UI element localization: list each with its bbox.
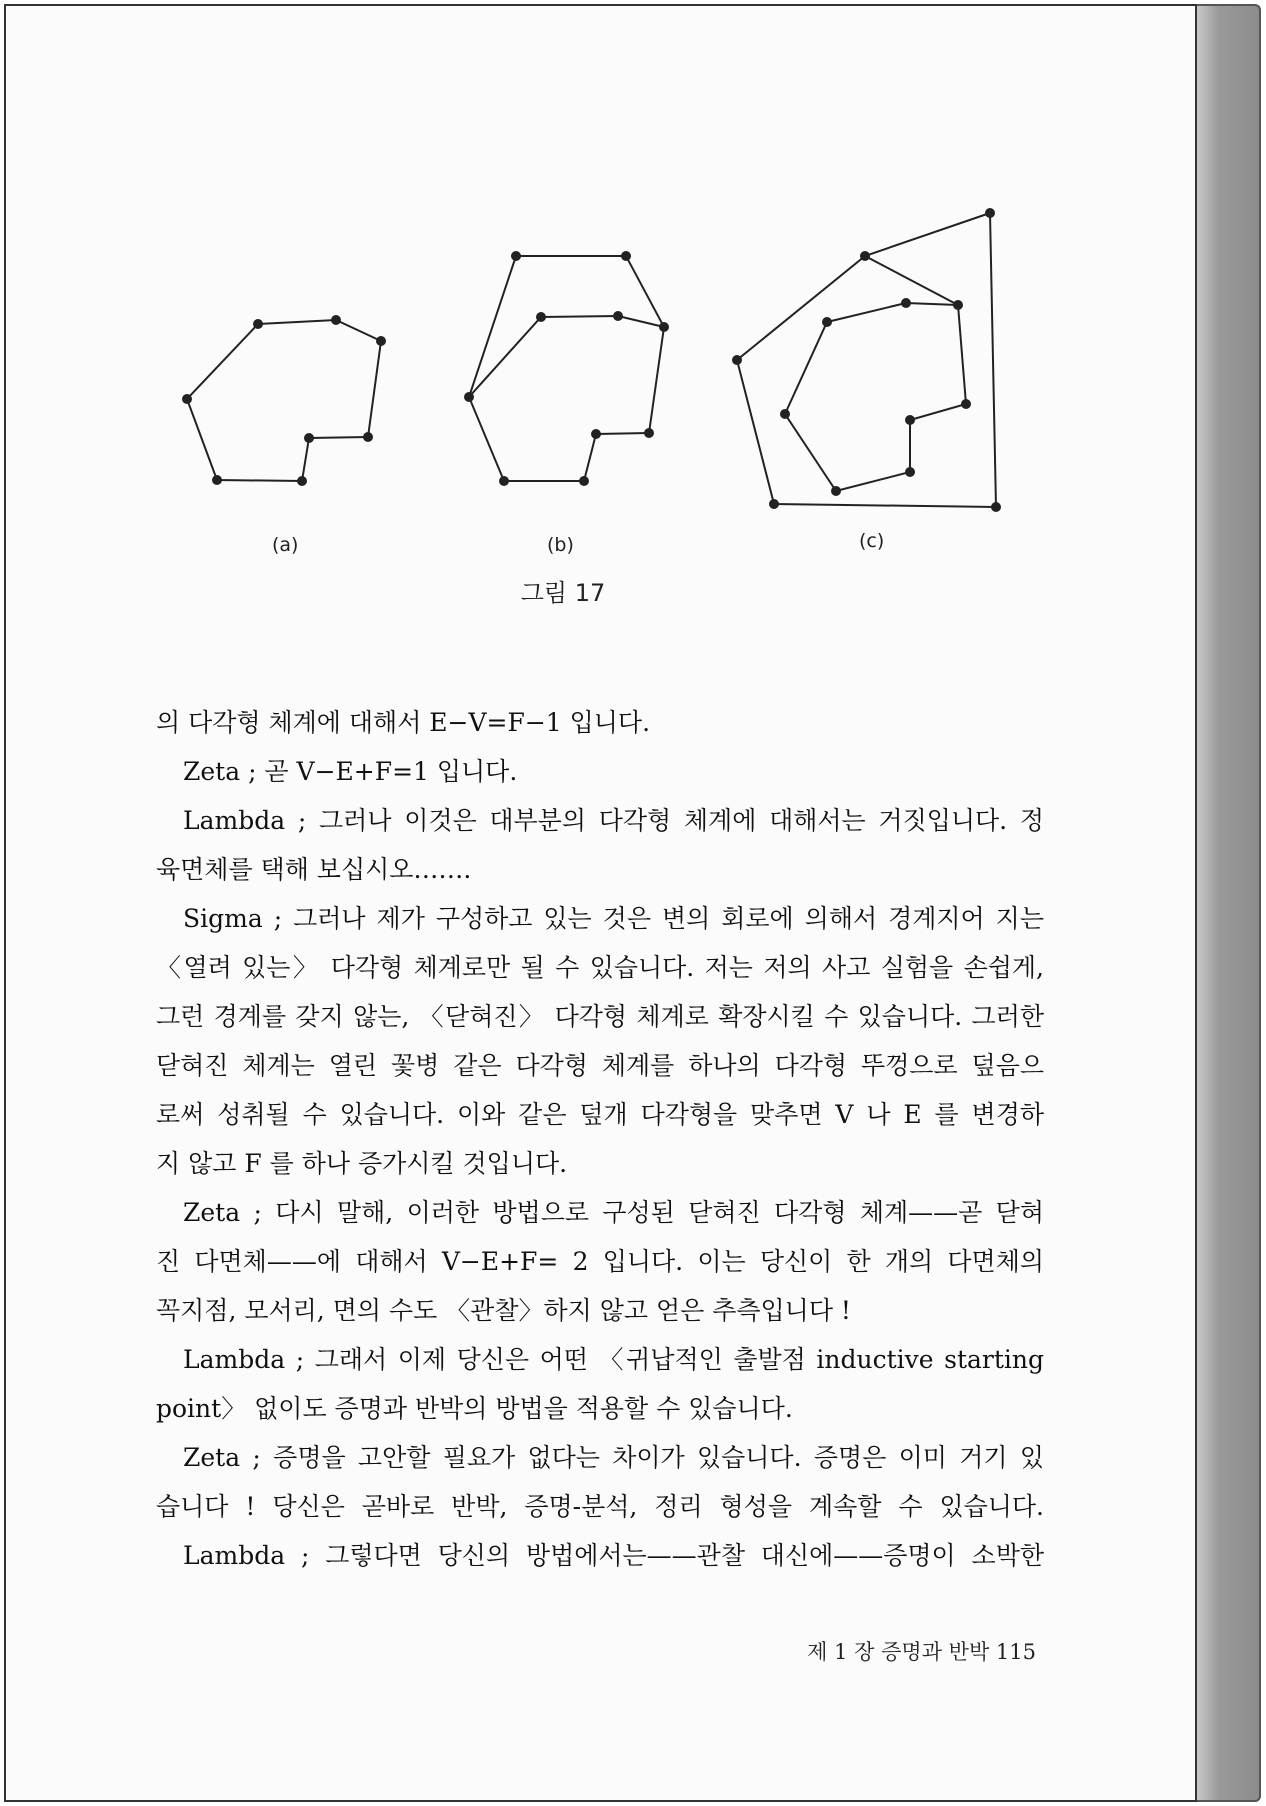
polygon-b-inner: [469, 316, 664, 397]
figure-label-b: (b): [547, 534, 574, 556]
page-footer: 제 1 장 증명과 반박 115: [807, 1640, 1036, 1664]
body-text: [156, 698, 1044, 1580]
text-line: Sigma ; 그러나 제가 구성하고 있는 것은 변의 회로에 의해서 경계지어 지는: [183, 904, 1044, 933]
polygon-c-inner: [785, 256, 966, 491]
text-line: 습니다 ! 당신은 곧바로 반박, 증명-분석, 정리 형성을 계속할 수 있습니다.: [156, 1492, 1044, 1521]
text-line: 〈열려 있는〉 다각형 체계로만 될 수 있습니다. 저는 저의 사고 실험을 손쉽게,: [156, 953, 1044, 982]
text-line: 로써 성취될 수 있습니다. 이와 같은 덮개 다각형을 맞추면 V 나 E 를 변경하: [156, 1100, 1044, 1129]
figure-17: [6, 6, 1195, 566]
text-line: Lambda ; 그래서 이제 당신은 어떤 〈귀납적인 출발점 inductive starting: [183, 1345, 1044, 1374]
text-line: 진 다면체——에 대해서 V−E+F= 2 입니다. 이는 당신이 한 개의 다면체의: [156, 1247, 1044, 1276]
text-line: point〉 없이도 증명과 반박의 방법을 적용할 수 있습니다.: [156, 1394, 793, 1423]
text-line: 의 다각형 체계에 대해서 E−V=F−1 입니다.: [156, 708, 651, 737]
text-line: 지 않고 F 를 하나 증가시킬 것입니다.: [156, 1149, 568, 1178]
text-line: Zeta ; 곧 V−E+F=1 입니다.: [183, 757, 518, 786]
text-line: Zeta ; 다시 말해, 이러한 방법으로 구성된 닫혀진 다각형 체계——곧 닫혀: [183, 1198, 1044, 1227]
text-line: Lambda ; 그렇다면 당신의 방법에서는——관찰 대신에——증명이 소박한: [183, 1541, 1044, 1570]
figure-caption: 그림 17: [520, 579, 606, 607]
figure-label-a: (a): [272, 534, 299, 556]
text-line: Zeta ; 증명을 고안할 필요가 없다는 차이가 있습니다. 증명은 이미 거기 있: [183, 1443, 1044, 1472]
text-line: 그런 경계를 갖지 않는, 〈닫혀진〉 다각형 체계로 확장시킬 수 있습니다. 그러한: [156, 1002, 1044, 1031]
book-page: [4, 4, 1197, 1802]
polygon-a-outline: [187, 320, 381, 481]
text-line: 꼭지점, 모서리, 면의 수도 〈관찰〉하지 않고 얻은 추측입니다 !: [156, 1296, 851, 1325]
text-line: Lambda ; 그러나 이것은 대부분의 다각형 체계에 대해서는 거짓입니다. 정: [183, 806, 1044, 835]
figure-label-c: (c): [859, 530, 885, 552]
text-line: 닫혀진 체계는 열린 꽃병 같은 다각형 체계를 하나의 다각형 뚜껑으로 덮음으: [156, 1051, 1044, 1080]
polygon-b-outer: [469, 256, 664, 481]
text-line: 육면체를 택해 보십시오…….: [156, 855, 472, 884]
